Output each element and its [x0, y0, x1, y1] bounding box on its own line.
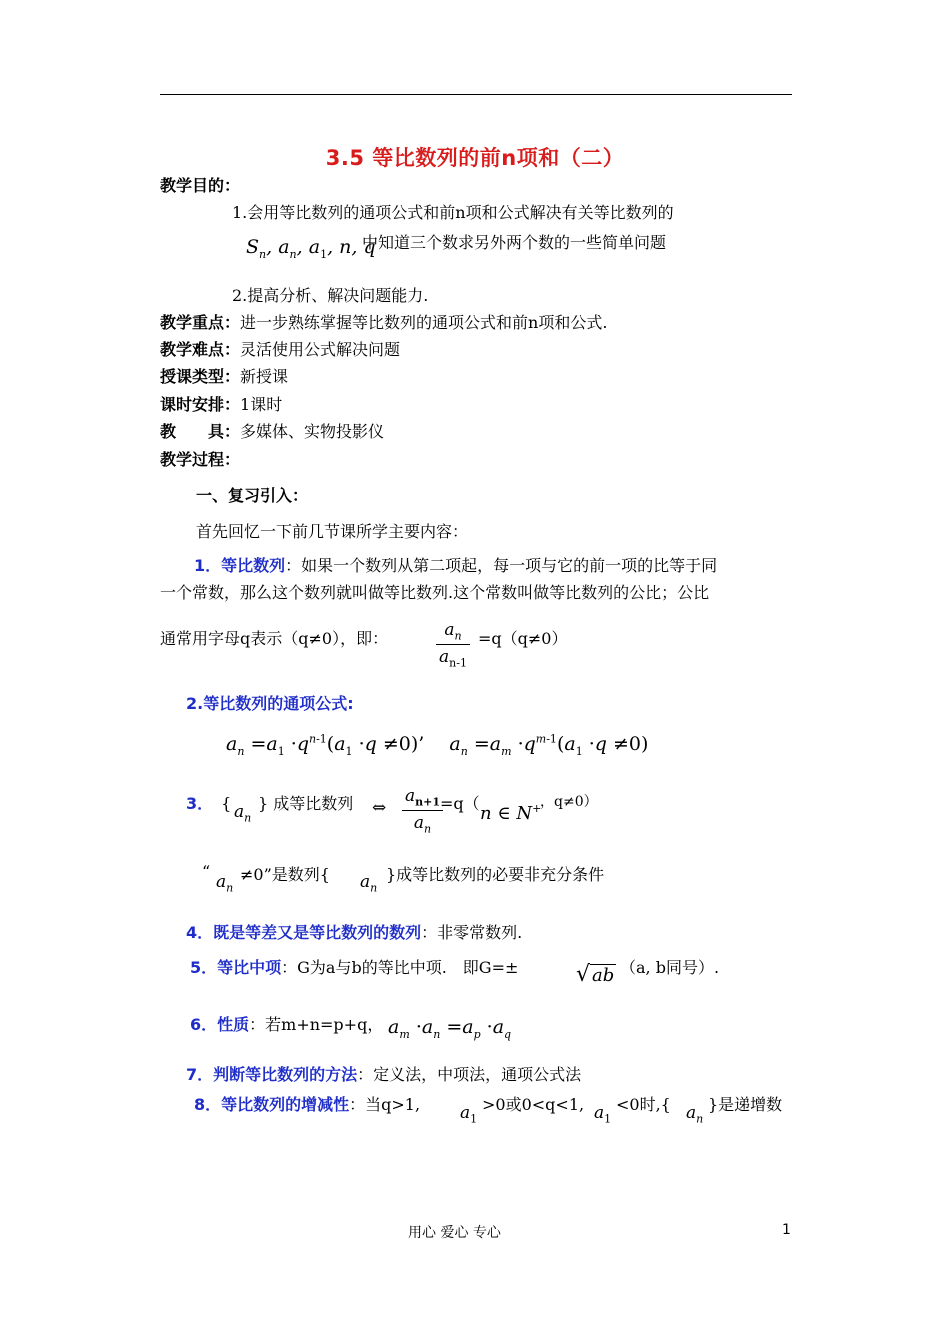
point-5-row	[190, 955, 518, 978]
ratio-fraction-2: $a_{n+1}$ $a_n$	[402, 786, 443, 836]
point-7-row	[186, 1062, 581, 1085]
sqrt-ab: √ ab	[576, 962, 615, 987]
point-8-value1: ：当q>1,	[349, 1095, 421, 1114]
schedule-value: 1课时	[240, 395, 283, 414]
key-points-value: 进一步熟练掌握等比数列的通项公式和前n项和公式.	[240, 313, 608, 332]
difficulty-row	[160, 337, 400, 360]
point-6-value: ：若m+n=p+q，	[249, 1015, 384, 1034]
point-5-head: 5．等比中项	[190, 958, 282, 977]
key-points-label: 教学重点：	[160, 313, 241, 332]
lesson-type-row	[160, 364, 288, 387]
n-in-N: n ∈ N+	[480, 802, 542, 824]
general-term-formula: $a_n =a_1 \cdot q^{n-1}(a_1 \cdot q \ne 0)$’ $a_n =a_m \cdot q^{m-1}(a_1 \cdot q \ne 0)$	[226, 732, 649, 758]
brace-open: {	[221, 794, 232, 813]
schedule-label: 课时安排：	[160, 395, 241, 414]
point-8-an: $a_n$	[686, 1103, 704, 1126]
point-1-line3-tail: =q（q≠0）	[478, 629, 568, 648]
point-3-eq: =q（	[440, 794, 480, 813]
point-4-row	[186, 920, 522, 943]
point-3-head: 3．	[186, 794, 206, 813]
difficulty-label: 教学难点：	[160, 340, 241, 359]
lesson-type-value: 新授课	[240, 367, 289, 386]
point-3-tail: ，q≠0）	[540, 794, 598, 810]
point-7-head: 7．判断等比数列的方法	[186, 1065, 358, 1084]
point-4-head: 4．既是等差又是等比数列的数列	[186, 923, 422, 942]
point-8-value2: >0或0<q<1,	[482, 1095, 585, 1114]
quote-open: “	[202, 862, 211, 881]
point-1-line1	[194, 553, 717, 576]
point-8-head: 8．等比数列的增减性	[194, 1095, 350, 1114]
point-8-a1-2: $a_1$	[594, 1103, 612, 1126]
point-5-value: ：G为a与b的等比中项. 即G=±	[281, 958, 519, 977]
brace-close: }	[258, 794, 269, 813]
point-3-row	[186, 791, 231, 814]
iff-symbol: ⇔	[372, 798, 387, 818]
point-2-head: 2.等比数列的通项公式:	[186, 694, 354, 713]
tools-label: 教 具：	[160, 422, 241, 441]
key-points-row	[160, 310, 607, 333]
point-4-value: ：非零常数列.	[421, 923, 523, 942]
difficulty-value: 灵活使用公式解决问题	[240, 340, 401, 359]
point-3b-an-2: $a_n$	[360, 872, 378, 895]
point-1-line2: 一个常数，那么这个数列就叫做等比数列.这个常数叫做等比数列的公比；公比	[160, 583, 710, 602]
tools-row	[160, 419, 384, 442]
section-1-heading: 一、复习引入：	[196, 486, 309, 505]
page-number: 1	[782, 1222, 791, 1238]
lesson-type-label: 授课类型：	[160, 367, 241, 386]
point-3b-rest: }成等比数列的必要非充分条件	[386, 865, 605, 884]
objectives-label: 教学目的：	[160, 176, 241, 195]
point-3-an: $a_n$	[234, 802, 252, 825]
point-7-value: ：定义法，中项法，通项公式法	[357, 1065, 582, 1084]
objective-1-line2: 中知道三个数求另外两个数的一些简单问题	[362, 233, 667, 252]
footer-slogan: 用心 爱心 专心	[408, 1225, 501, 1241]
point-6-head: 6．性质	[190, 1015, 250, 1034]
tools-value: 多媒体、实物投影仪	[240, 422, 385, 441]
point-8-value3: <0时,{	[616, 1095, 671, 1114]
point-5-tail: （a, b同号）.	[620, 958, 720, 977]
point-1-head: 1．等比数列	[194, 556, 286, 575]
point-3-text	[258, 791, 353, 814]
point-1-line3: 通常用字母q表示（q≠0），即：	[160, 629, 389, 648]
property-formula: $a_m \cdot a_n =a_p \cdot a_q$	[388, 1016, 512, 1041]
point-6-row	[190, 1012, 383, 1035]
schedule-row	[160, 392, 282, 415]
point-8-a1: $a_1$	[460, 1103, 478, 1126]
point-1-text1: ：如果一个数列从第二项起，每一项与它的前一项的比等于同	[285, 556, 718, 575]
objective-1-variables: $S_n$, $a_n$, $a_1$, n, q	[246, 236, 376, 261]
objective-1-line1: 1.会用等比数列的通项公式和前n项和公式解决有关等比数列的	[232, 203, 674, 222]
objective-2: 2.提高分析、解决问题能力.	[232, 286, 429, 305]
point-8-row	[194, 1092, 420, 1115]
point-3b-neq: ≠0”是数列{	[240, 865, 330, 884]
intro-text: 首先回忆一下前几节课所学主要内容：	[196, 522, 469, 541]
page-title: 3.5 等比数列的前n项和（二）	[325, 146, 625, 170]
point-8-value4: }是递增数	[708, 1095, 783, 1114]
ratio-fraction: $a_n$ $a_{n-1}$	[436, 620, 470, 670]
point-3-text1: 成等比数列	[273, 794, 354, 813]
header-rule	[160, 94, 792, 95]
point-3b-an: $a_n$	[216, 872, 234, 895]
process-label: 教学过程：	[160, 450, 241, 469]
